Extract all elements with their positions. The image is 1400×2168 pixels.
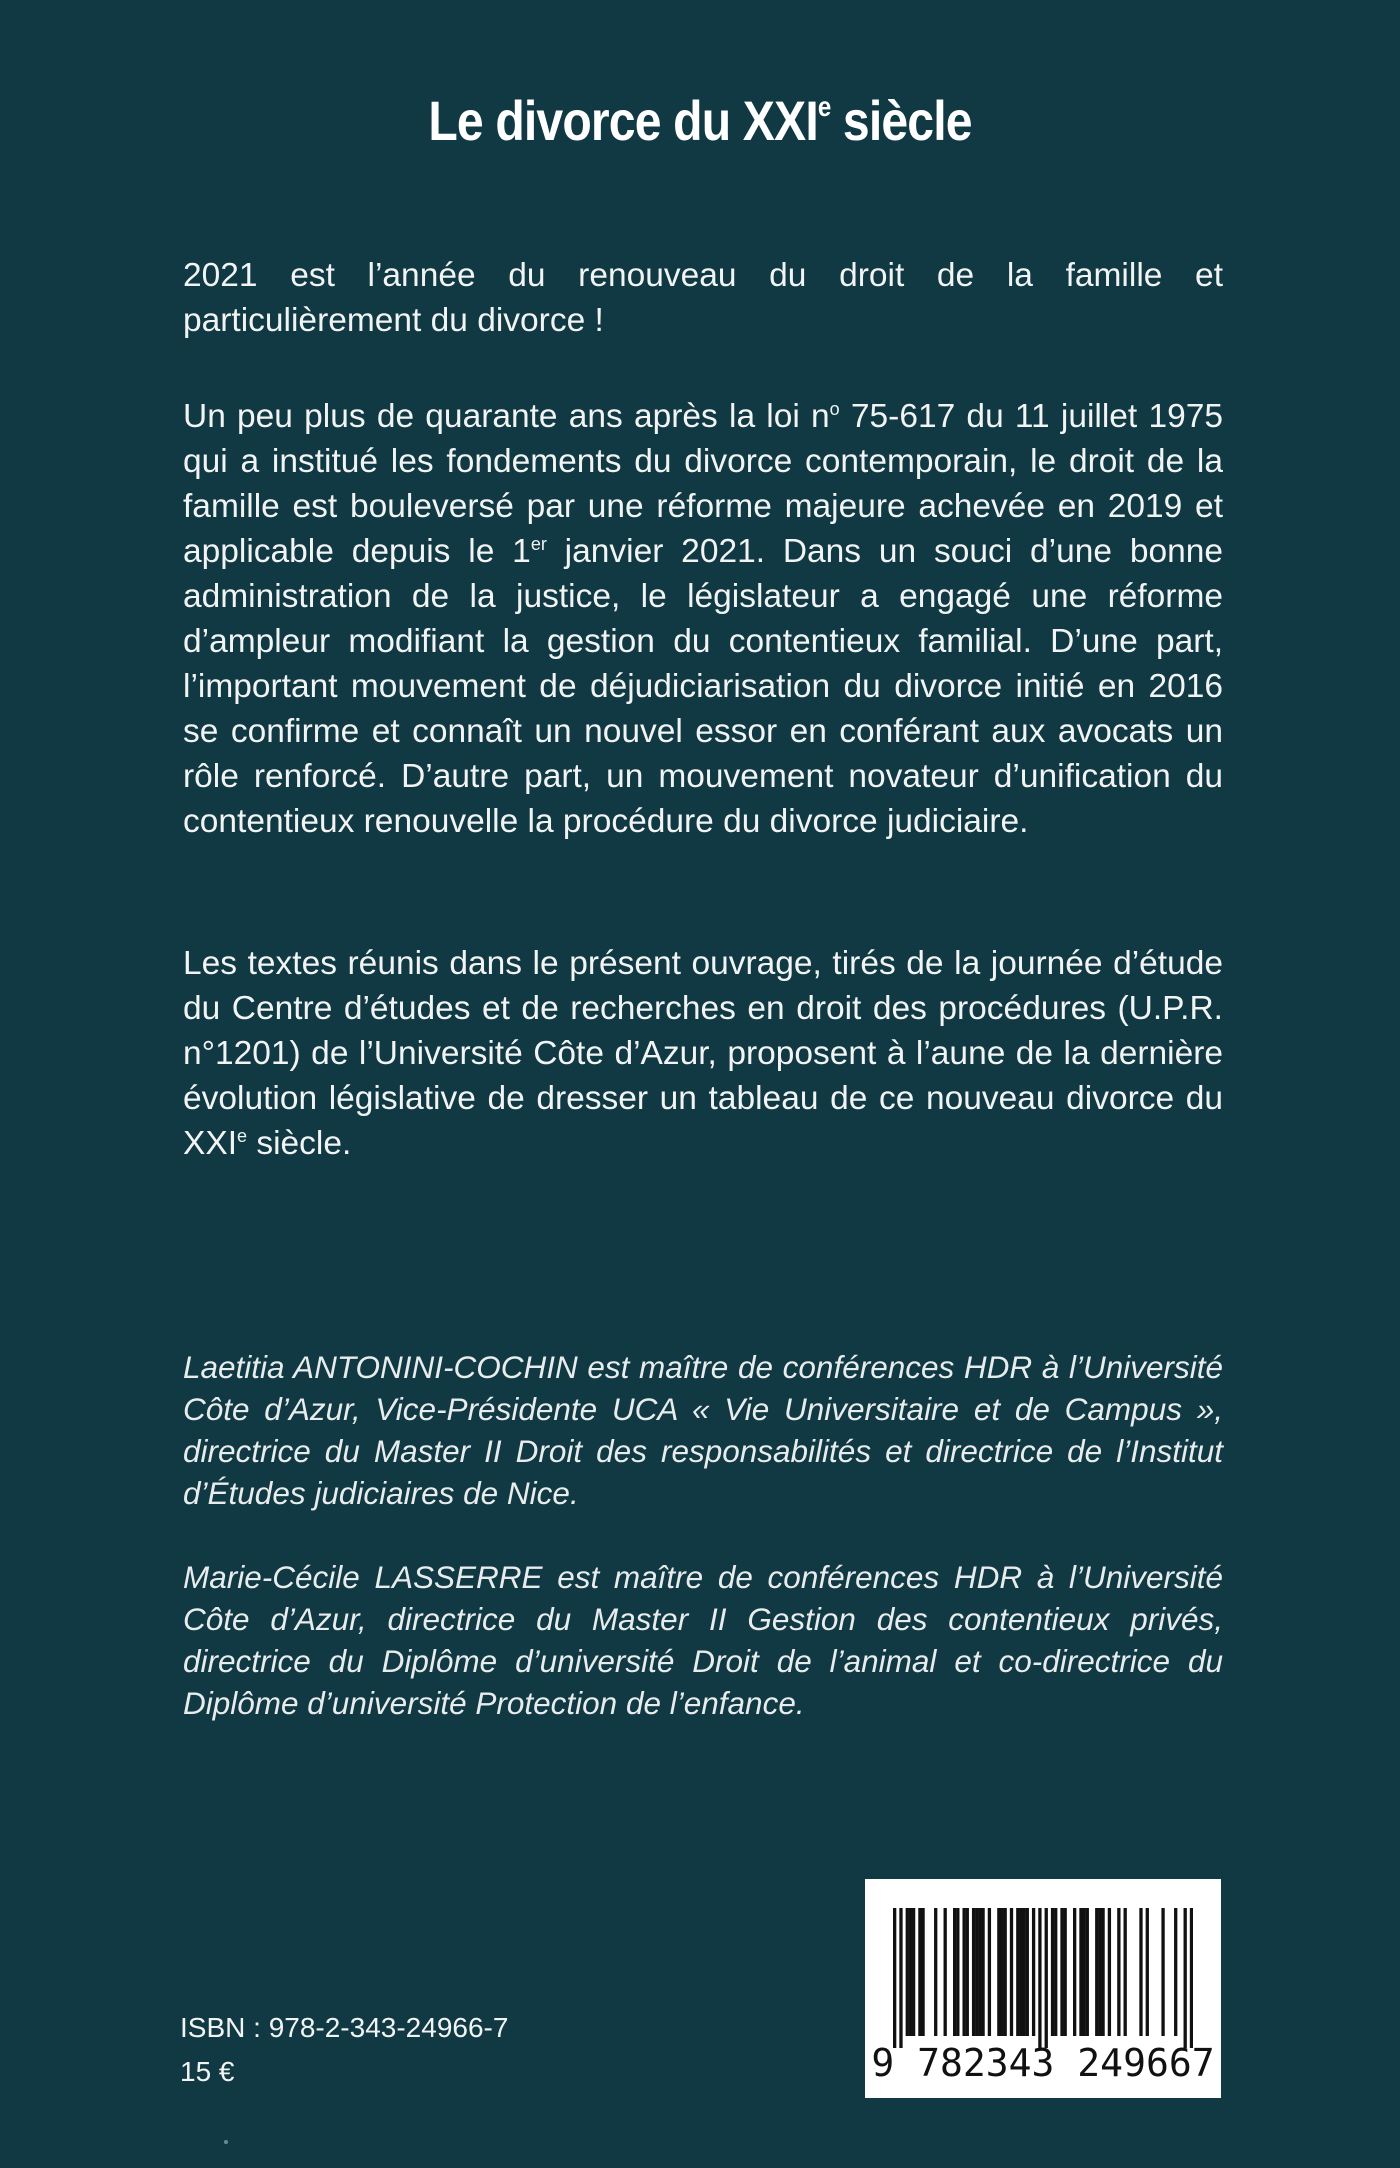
barcode-bar: [1095, 1908, 1098, 2036]
barcode-bar: [934, 1908, 937, 2036]
barcode-bar: [975, 1908, 978, 2036]
barcode-number: 9 782343 249667: [871, 2041, 1215, 2085]
barcode-bar: [1060, 1908, 1063, 2036]
barcode-bar: [956, 1908, 959, 2036]
barcode: [865, 1879, 1221, 2098]
author-2-name: Marie-Cécile LASSERRE: [183, 1559, 543, 1595]
blurb-paragraph-2: [183, 394, 1223, 844]
blurb-paragraph-3-text-a: Les textes réunis dans le présent ouvrage, tirés de la journée d’étude du Centre d’études et de recherches en droit des procédures (U.P.R. n°1201) de l’Université Côte d’Azur, proposent à l’aune de la dernière évolution législative de dresser un tableau de ce nouveau divorce du XXI: [183, 945, 1223, 1162]
blurb-paragraph-2-sup-1: o: [829, 398, 840, 419]
title-superscript: e: [817, 91, 831, 123]
barcode-bar: [981, 1908, 984, 2036]
barcode-bar: [1184, 1908, 1187, 2048]
blurb-paragraph-2-text-c: janvier 2021. Dans un souci d’une bonne administration de la justice, le législateur a engagé une réforme d’ampleur modifiant la gestion du contentieux familial. D’une part, l’important mouvement de déjudiciarisation du divorce initié en 2016 se confirme et connaît un nouvel essor en conférant aux avocats un rôle renforcé. D’autre part, un mouvement novateur d’unification du contentieux renouvelle la procédure du divorce judiciaire.: [183, 533, 1223, 840]
print-mark: [224, 2140, 228, 2144]
barcode-bar: [912, 1908, 915, 2036]
book-title: [98, 88, 1302, 153]
author-bio-1: [183, 1346, 1223, 1514]
barcode-bar: [1000, 1908, 1003, 2036]
title-main: Le divorce du XXI: [428, 89, 818, 152]
barcode-bar: [906, 1908, 909, 2036]
barcode-bar: [1108, 1908, 1111, 2036]
barcode-bar: [1086, 1908, 1089, 2036]
barcode-bar: [893, 1908, 896, 2048]
barcode-bar: [1004, 1908, 1007, 2036]
barcode-bar: [1032, 1908, 1035, 2036]
barcode-bar: [1117, 1908, 1120, 2036]
barcode-bar: [997, 1908, 1000, 2036]
blurb-paragraph-3: [183, 941, 1223, 1166]
barcode-bar: [1161, 1908, 1164, 2036]
blurb-paragraph-3-sup: e: [237, 1125, 248, 1146]
blurb-paragraph-1-text: 2021 est l’année du renouveau du droit de la famille et particulièrement du divorce !: [183, 257, 1223, 339]
barcode-bar: [1054, 1908, 1057, 2036]
barcode-bar: [966, 1908, 969, 2036]
barcode-bar: [918, 1908, 921, 2036]
barcode-bar: [1098, 1908, 1101, 2036]
barcode-bar: [988, 1908, 991, 2036]
barcode-bar: [1016, 1908, 1019, 2036]
barcode-bar: [1139, 1908, 1142, 2036]
isbn-text: ISBN : 978-2-343-24966-7: [180, 2012, 509, 2043]
title-rest: siècle: [830, 89, 972, 152]
barcode-bar: [944, 1908, 947, 2036]
author-2-text: est maître de conférences HDR à l’Université Côte d’Azur, directrice du Master II Gestion des contentieux privés, directrice du Diplôme d’université Droit de l’animal et co-directrice du Diplôme d’université Protection de l’enfance.: [183, 1559, 1223, 1721]
author-1-name: Laetitia ANTONINI-COCHIN: [183, 1349, 578, 1385]
barcode-bar: [1146, 1908, 1149, 2036]
barcode-bar: [1174, 1908, 1177, 2036]
barcode-bar: [1073, 1908, 1076, 2036]
barcode-bar: [953, 1908, 956, 2036]
barcode-bar: [899, 1908, 902, 2048]
barcode-bar: [1190, 1908, 1193, 2048]
barcode-bar: [972, 1908, 975, 2036]
barcode-bar: [921, 1908, 924, 2036]
barcode-bar: [909, 1908, 912, 2036]
barcode-bar: [1064, 1908, 1067, 2036]
barcode-bar: [1026, 1908, 1029, 2036]
barcode-bar: [1010, 1908, 1013, 2036]
price-text: 15 €: [180, 2056, 235, 2087]
author-bio-2: [183, 1556, 1223, 1724]
barcode-bar: [1022, 1908, 1025, 2036]
barcode-bar: [1051, 1908, 1054, 2036]
barcode-bar: [1045, 1908, 1048, 2048]
barcode-bars: [893, 1908, 1193, 2048]
blurb-paragraph-1: [183, 253, 1223, 343]
blurb-paragraph-2-text-b: 75-617 du 11 juillet 1975 qui a institué les fondements du divorce contemporain, le droit de la famille est bouleversé par une réforme majeure achevée en 2019 et applicable depuis le 1: [183, 398, 1223, 570]
barcode-bar: [1124, 1908, 1127, 2036]
barcode-bar: [1019, 1908, 1022, 2036]
barcode-bar: [1082, 1908, 1085, 2036]
barcode-bar: [962, 1908, 965, 2036]
barcode-bar: [1101, 1908, 1104, 2036]
blurb-paragraph-3-text-b: siècle.: [247, 1125, 352, 1162]
barcode-bar: [978, 1908, 981, 2036]
blurb-paragraph-2-sup-2: er: [530, 533, 547, 554]
author-1-text: est maître de conférences HDR à l’Université Côte d’Azur, Vice-Présidente UCA « Vie Universitaire et de Campus », directrice du Master II Droit des responsabilités et directrice de l’Institut d’Études judiciaires de Nice.: [183, 1349, 1224, 1511]
blurb-paragraph-2-text-a: Un peu plus de quarante ans après la loi n: [183, 398, 830, 435]
barcode-bar: [1079, 1908, 1082, 2036]
barcode-bar: [1038, 1908, 1041, 2048]
